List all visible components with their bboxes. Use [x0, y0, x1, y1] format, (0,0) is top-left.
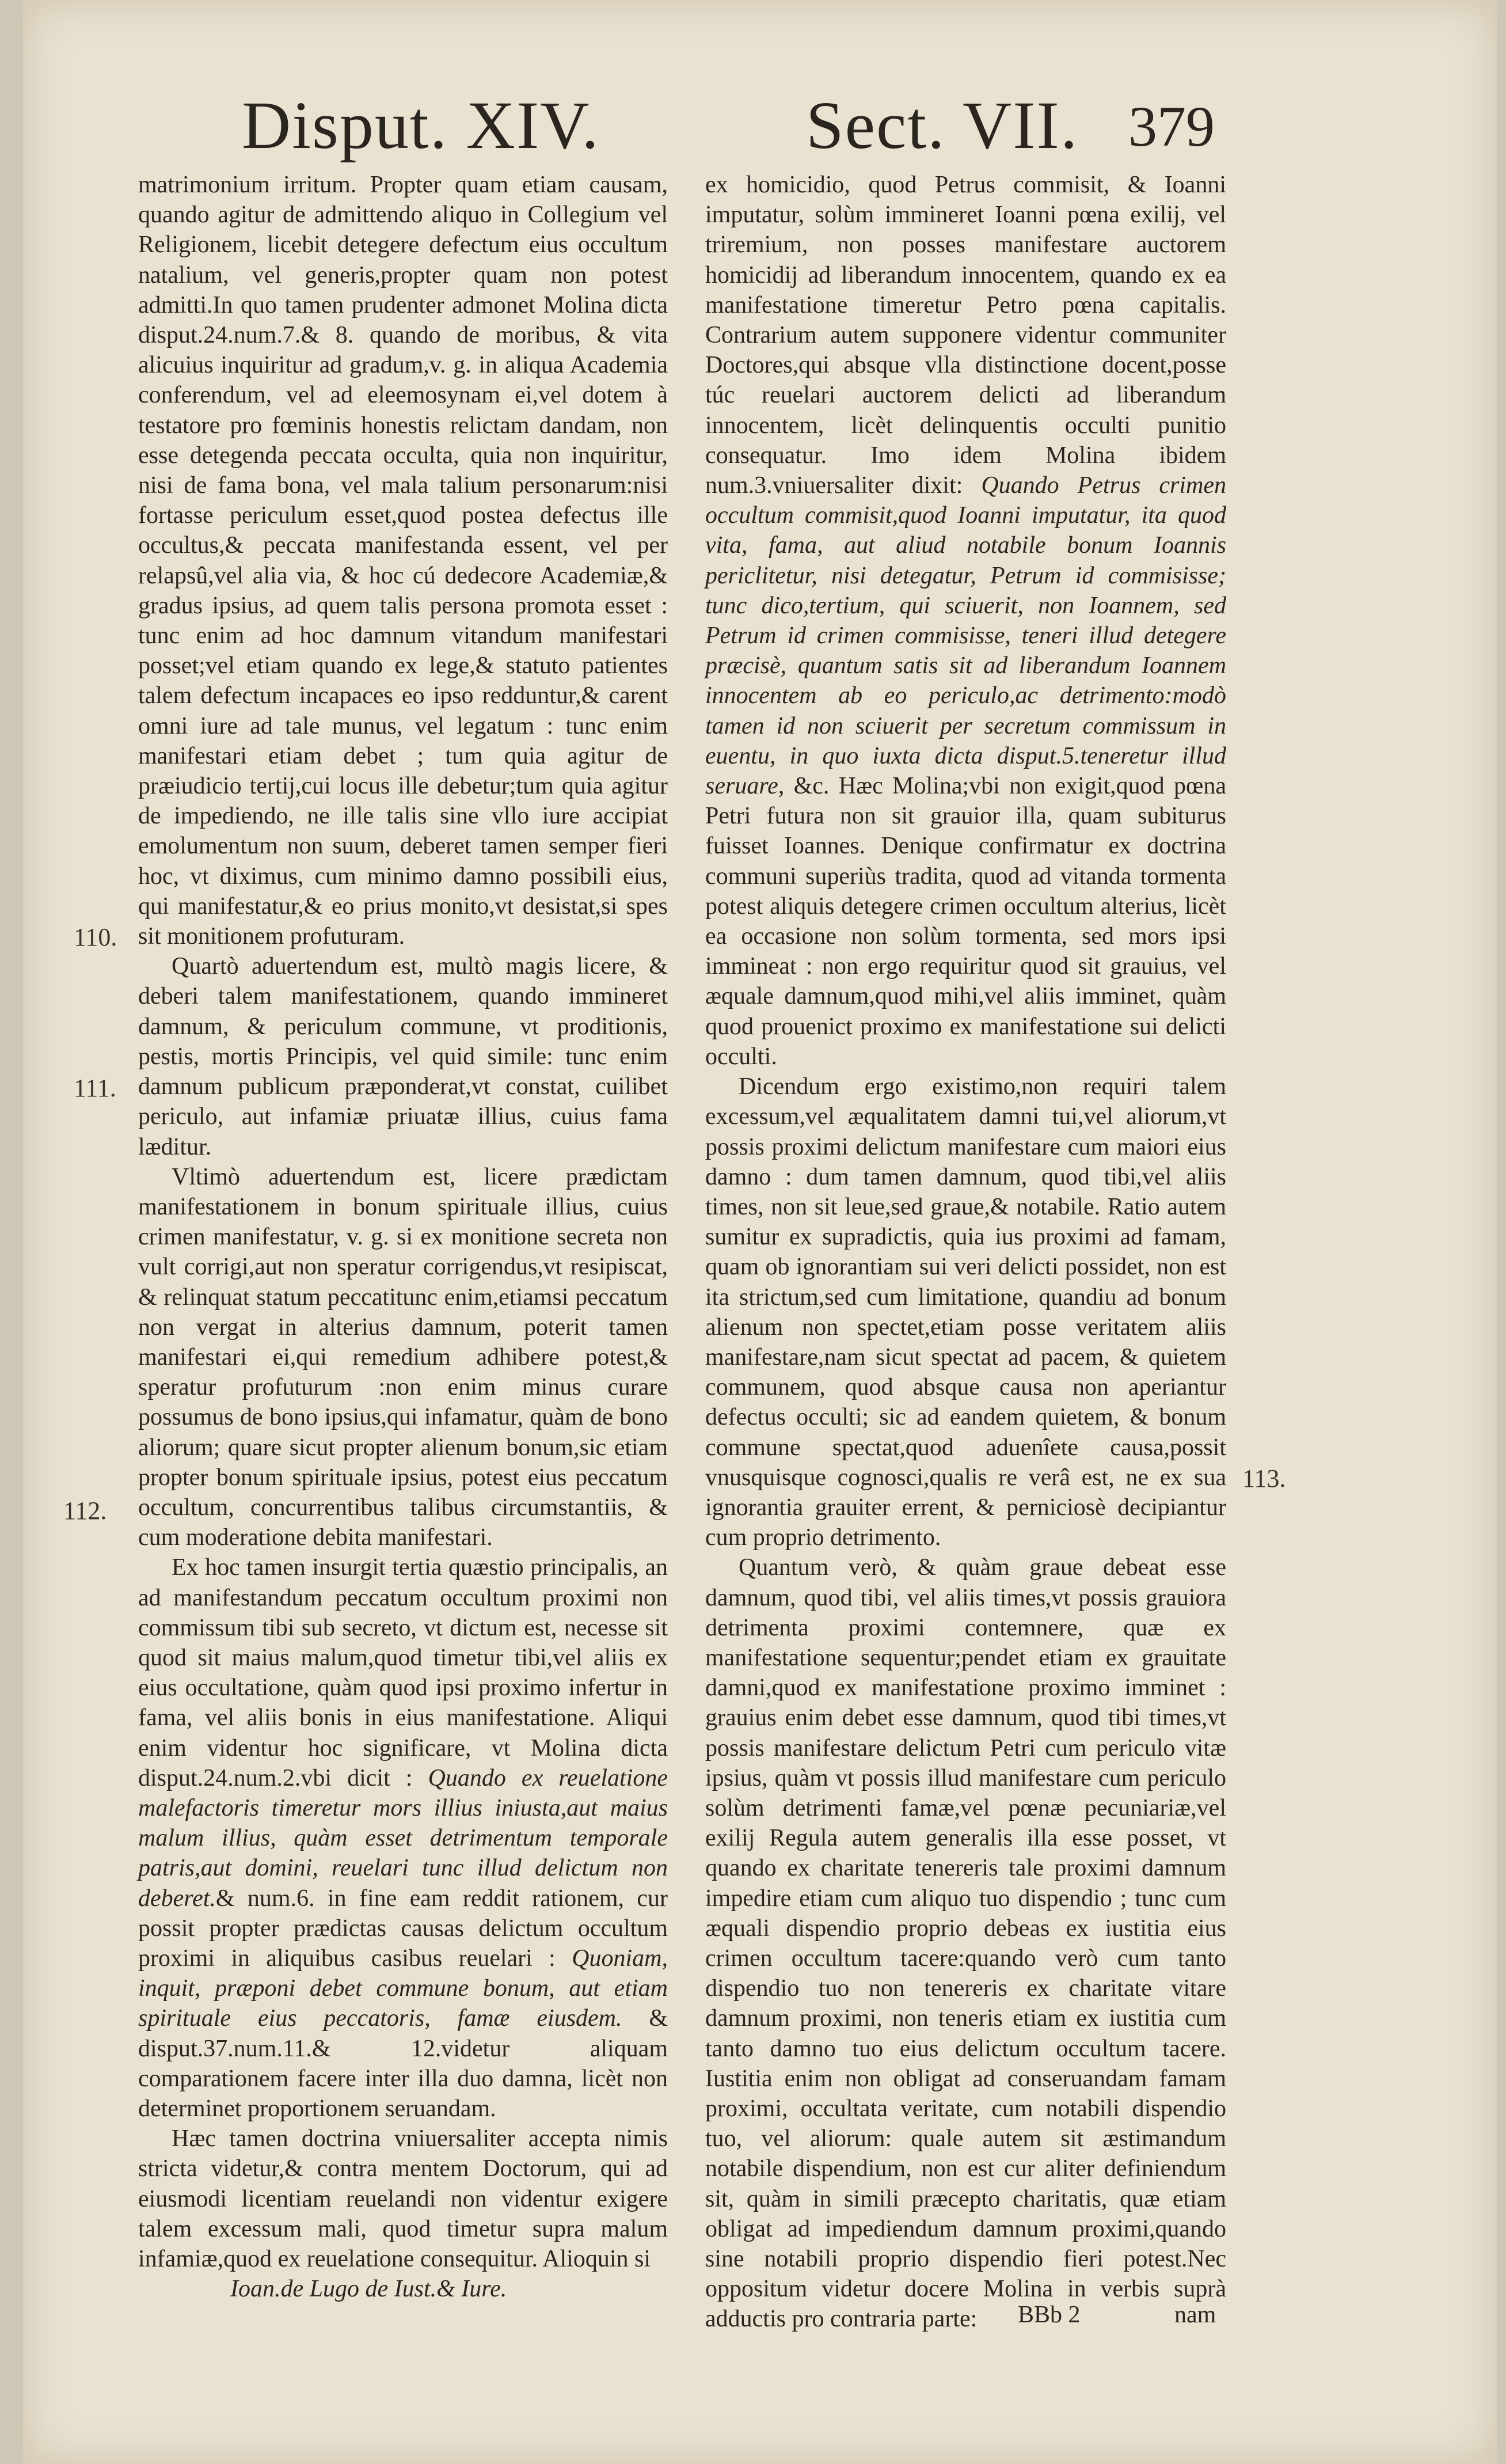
book-page: [23, 0, 1497, 2464]
text-run: & num.6. in fine eam reddit rationem, cur possit propter prædictas causas delictum occultum proximi in aliquibus casibus reuelari :: [138, 1885, 668, 1972]
paragraph: Dicendum ergo existimo,non requiri talem excessum,vel æqualitatem damni tui,vel aliorum,vt possis proximi delictum manifestare cum maiori eius damno : dum tamen damnum, quod tibi,vel aliis times, non sit leue,sed graue,& notabile. Ratio autem sumitur ex supradictis, quia ius proximi ad famam, quam ob ignorantiam sui veri delicti possidet, non est ita strictum,sed cum limitatione, quandiu ad bonum alienum non spectet,etiam posse veritatem aliis manifestare,nam sicut spectat ad pacem, & quietem communem, quod absque causa non aperiantur defectus occulti; sic ad eandem quietem, & bonum commune spectat,quod aduenîete causa,possit vnusquisque cognosci,qualis re verâ est, ne ex sua ignorantia grauiter errent, & perniciosè decipiantur cum proprio detrimento.: [705, 1073, 1226, 1551]
running-header: [23, 86, 1497, 161]
footer-signature: Ioan.de Lugo de Iust.& Iure.: [230, 2276, 507, 2303]
margin-number-111: 111.: [74, 1074, 116, 1102]
text-run: & disput.37.num.11.& 12.videtur aliquam comparationem facere inter illa duo damna, licèt non determinet proportionem seruandam.: [138, 2005, 668, 2122]
text-run: Ex hoc tamen insurgit tertia quæstio principalis, an ad manifestandum peccatum occultum proximi non commissum tibi sub secreto, vt dictum est, necesse sit quod sit maius malum,quod timetur tibi,vel aliis ex eius occultatione, quàm quod ipsi proximo infertur in fama, vel aliis bonis in eius manifestatione. Aliqui enim videntur hoc significare, vt Molina dicta disput.24.num.2.vbi dicit :: [138, 1554, 668, 1791]
text-run: ex homicidio, quod Petrus commisit, & Ioanni imputatur, solùm immineret Ioanni pœna exilij, vel triremium, non posses manifestare auctorem homicidij ad liberandum innocentem, quando ex ea manifestatione timeretur Petro pœna capitalis. Contrarium autem supponere videntur communiter Doctores,qui absque vlla distinctione docent,posse túc reuelari auctorem delicti ad liberandum innocentem, licèt delinquentis occulti punitio consequatur. Imo idem Molina ibidem num.3.vniuersaliter dixit:: [705, 172, 1226, 499]
margin-number-110: 110.: [74, 923, 117, 951]
paragraph-113: Quantum verò, & quàm graue debeat esse damnum, quod tibi, vel aliis times,vt possis grauiora detrimenta proximi contemnere, quæ ex manifestatione sequentur;pendet etiam ex grauitate damni,quod ex manifestatione proximo imminet : grauius enim debet esse damnum, quod tibi times,vt possis manifestare delictum Petri cum periculo vitæ ipsius, quàm vt possis illud manifestare cum periculo solùm detrimenti famæ,vel pœnæ pecuniariæ,vel exilij Regula autem generalis illa esse posset, vt quando ex charitate tenereris tale proximi damnum impedire etiam cum aliquo tuo dispendio ; tunc cum æquali dispendio proprio debeas ex iustitia eius crimen occultum tacere:quando verò cum tanto dispendio tuo non tenereris ex charitate vitare damnum proximi, non teneris etiam ex iustitia cum tanto damno tuo eius delictum occultum tacere. Iustitia enim non obligat ad conseruandam famam proximi, occultata veritate, cum notabili dispendio tuo, vel aliorum: quale autem sit æstimandum notabile dispendium, non est cur aliter definiendum sit, quàm in simili præcepto charitatis, quæ etiam obligat ad impediendum damnum proximi,quando sine notabili proprio dispendio fieri potest.Nec oppositum videtur docere Molina in verbis suprà adductis pro contraria parte:: [705, 1554, 1226, 2333]
header-disputation: Disput. XIV.: [242, 88, 600, 163]
quotation: Quoniam, inquit, præponi debet commune bonum, aut etiam spirituale eius peccatoris, famæ eiusdem.: [138, 1945, 668, 2032]
paragraph-112: [138, 1552, 668, 2124]
paragraph: Hæc tamen doctrina vniuersaliter accepta nimis stricta videtur,& contra mentem Doctorum, qui ad eiusmodi licentiam reuelandi non videntur exigere talem excessum mali, quod timetur supra malum infamiæ,quod ex reuelatione consequitur. Alioquin si: [138, 2125, 668, 2273]
margin-number-113: 113.: [1242, 1464, 1286, 1493]
quotation: Quando Petrus crimen occultum commisit,quod Ioanni imputatur, ita quod vita, fama, aut aliud notabile bonum Ioannis periclitetur, nisi detegatur, Petrum id commisisse; tunc dico,tertium, qui sciuerit, non Ioannem, sed Petrum id crimen commisisse, teneri illud detegere præcisè, quantum satis sit ad liberandum Ioannem innocentem ab eo periculo,ac detrimento:modò tamen id non sciuerit per secretum commissum in euentu, in quo iuxta dicta disput.5.teneretur illud seruare,: [705, 472, 1226, 800]
left-column: [138, 170, 668, 2304]
paragraph: [705, 170, 1226, 1072]
header-section: Sect. VII.: [806, 88, 1079, 163]
margin-number-112: 112.: [63, 1497, 107, 1525]
catchword: nam: [1174, 2302, 1216, 2328]
right-column: [705, 170, 1226, 2334]
paragraph-111: Vltimò aduertendum est, licere prædictam manifestationem in bonum spirituale illius, cuius crimen manifestatur, v. g. si ex monitione secreta non vult corrigi,aut non speratur corrigendus,vt resipiscat, & relinquat statum peccatitunc enim,etiamsi peccatum non vergat in alterius damnum, poterit tamen manifestari ei,qui remedium adhibere potest,& speratur profuturum :non enim minus curare possumus de bono ipsius,qui infamatur, quàm de bono aliorum; quare sicut propter alienum bonum,sic etiam propter bonum spirituale ipsius, potest eius peccatum occultum, concurrentibus talibus circumstantiis, & cum moderatione debita manifestari.: [138, 1163, 668, 1551]
quotation: Quando ex reuelatione malefactoris timeretur mors illius iniusta,aut maius malum illius, quàm esset detrimentum temporale patris,aut domini, reuelari tunc illud delictum non deberet.: [138, 1764, 668, 1912]
paragraph-110: Quartò aduertendum est, multò magis licere, & deberi talem manifestationem, quando immineret damnum, & periculum commune, vt proditionis, pestis, mortis Principis, vel quid simile: tunc enim damnum publicum præponderat,vt constat, cuilibet periculo, aut infamiæ priuatæ illius, cuius fama læditur.: [138, 953, 668, 1160]
text-run: &c. Hæc Molina;vbi non exigit,quod pœna Petri futura non sit grauior illa, quam subiturus fuisset Ioannes. Denique confirmatur ex doctrina communi superiùs tradita, quod ad vitanda tormenta potest aliquis detegere crimen occultum alterius, licèt ea occasione non solùm tormenta, sed mors ipsi immineat : non ergo requiritur quod sit grauius, vel æquale damnum,quod mihi,vel aliis imminet, quàm quod prouenict proximo ex manifestatione sui delicti occulti.: [705, 773, 1226, 1070]
signature-mark: BBb 2: [1018, 2302, 1081, 2328]
paragraph: matrimonium irritum. Propter quam etiam causam, quando agitur de admittendo aliquo in Collegium vel Religionem, licebit detegere defectum eius occultum natalium, vel generis,propter quam non potest admitti.In quo tamen prudenter admonet Molina dicta disput.24.num.7.& 8. quando de moribus, & vita alicuius inquiritur ad gradum,v. g. in aliqua Academia conferendum, vel ad eleemosynam ei,vel dotem à testatore pro fœminis honestis relictam dandam, non esse detegenda peccata occulta, quia non inquiritur, nisi de fama bona, vel mala talium personarum:nisi fortasse periculum esset,quod postea defectus ille occultus,& peccata manifestanda essent, vel per relapsû,vel alia via, & hoc cú dedecore Academiæ,& gradus ipsius, ad quem talis persona promota esset : tunc enim ad hoc damnum vitandum manifestari posset;vel etiam quando ex lege,& statuto patientes talem defectum incapaces eo ipso redduntur,& carent omni iure ad tale munus, vel legatum : tunc enim manifestari etiam debet ; tum quia agitur de præiudicio tertij,cui locus ille debetur;tum quia agitur de impediendo, ne ille talis sine vllo iure accipiat emolumentum non suum, deberet tamen semper fieri hoc, vt diximus, cum minimo damno possibili eius, qui manifestatur,& eo prius monito,vt desistat,si spes sit monitionem profuturam.: [138, 172, 668, 950]
page-number: 379: [1128, 94, 1215, 158]
